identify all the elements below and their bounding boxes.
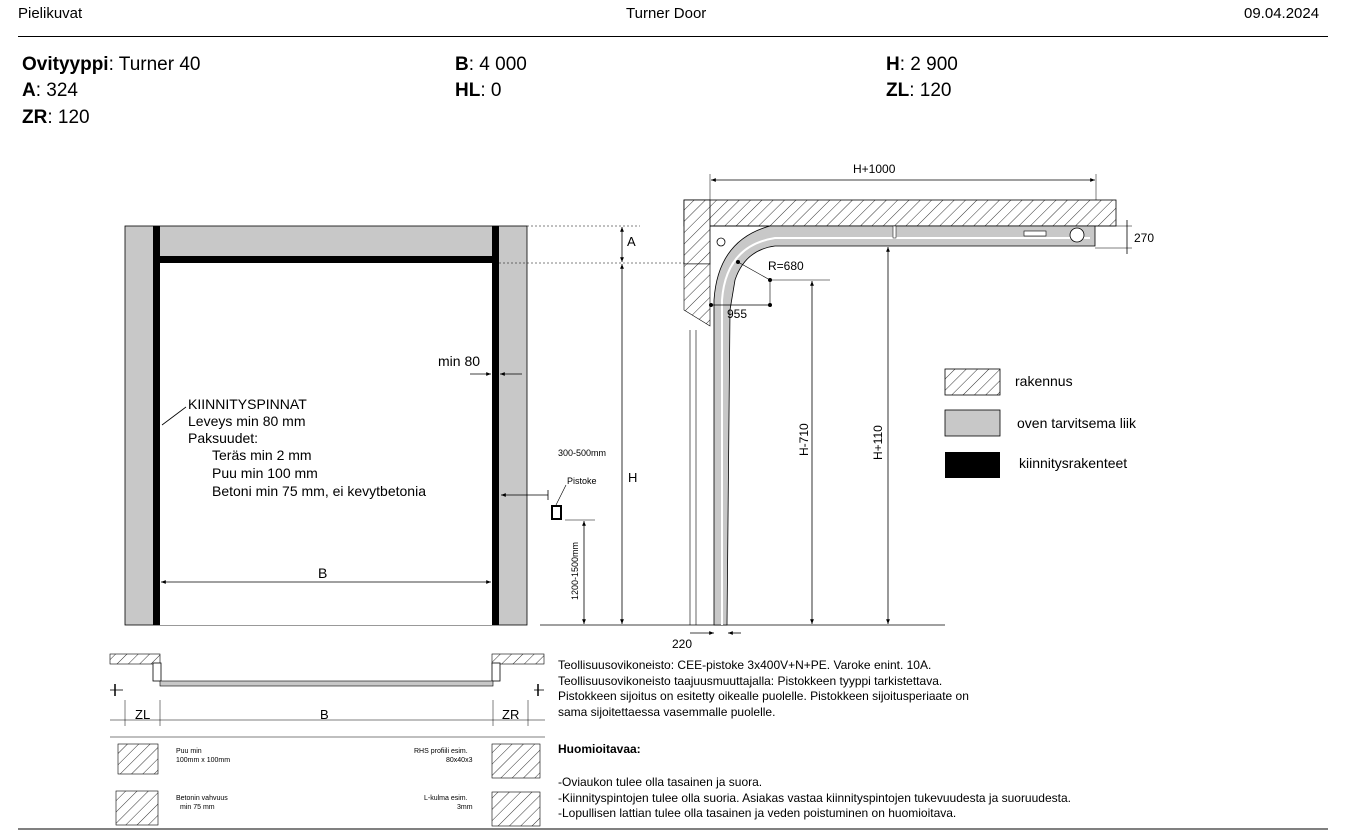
spec-hl: HL: 0 [455, 80, 502, 101]
huomioitavaa-list [558, 775, 1071, 822]
kiinnitys-title: KIINNITYSPINNAT [188, 396, 307, 412]
h-dim-label: H [628, 470, 638, 485]
kiinnitys-leveys: Leveys min 80 mm [188, 413, 306, 429]
header-left: Pielikuvat [18, 5, 83, 22]
h710-label: H-710 [797, 423, 811, 456]
spec-ovityyppi: Ovityyppi: Turner 40 [22, 54, 201, 75]
huom-line: -Kiinnityspintojen tulee olla suoria. Asiakas vastaa kiinnityspintojen tukevuudesta ja suoruudesta. [558, 790, 1071, 805]
lkulma-dim: 3mm [457, 804, 473, 811]
plan-b: B [320, 707, 329, 722]
note-line: Pistokkeen sijoitus on esitetty oikealle puolelle. Pistokkeen sijoitusperiaate on [558, 689, 969, 703]
min80-label: min 80 [438, 353, 481, 369]
d955-label: 955 [727, 307, 748, 321]
pistoke-label: Pistoke [567, 476, 597, 486]
spec-a: A: 324 [22, 80, 78, 101]
header-title: Turner Door [626, 5, 707, 22]
rhs-title: RHS profiili esim. [414, 748, 468, 755]
kiinnitys-teras: Teräs min 2 mm [212, 447, 312, 463]
spec-zr: ZR: 120 [22, 107, 90, 128]
betoni-dim: min 75 mm [180, 804, 215, 811]
puu-dim: 100mm x 100mm [176, 757, 231, 764]
d220-label: 220 [672, 637, 693, 651]
notes-block [558, 658, 969, 720]
range-top-label: 300-500mm [558, 448, 607, 458]
kiinnitys-betoni: Betoni min 75 mm, ei kevytbetonia [212, 483, 426, 499]
legend-tila: oven tarvitsema liik [1017, 415, 1137, 431]
d270-label: 270 [1134, 231, 1155, 245]
huom-line: -Lopullisen lattian tulee olla tasainen ja veden poistuminen on huomioitava. [558, 806, 957, 820]
header-date: 09.04.2024 [1244, 5, 1320, 22]
spec-h: H: 2 900 [886, 54, 958, 75]
rhs-dim: 80x40x3 [446, 757, 473, 764]
a-dim-label: A [627, 234, 636, 249]
puu-title: Puu min [176, 748, 202, 755]
range-vert-label: 1200-1500mm [570, 541, 580, 600]
spec-zl: ZL: 120 [886, 80, 952, 101]
b-dim-label: B [318, 565, 328, 581]
huom-line: -Oviaukon tulee olla tasainen ja suora. [558, 775, 763, 789]
plan-zl: ZL [135, 707, 151, 722]
h110-label: H+110 [871, 425, 885, 460]
plan-zr: ZR [502, 707, 520, 722]
note-line: sama sijoitettaessa vasemmalle puolelle. [558, 704, 776, 719]
side-view [684, 174, 1132, 633]
huomioitavaa-title: Huomioitavaa: [558, 742, 641, 756]
legend-kiinnitys: kiinnitysrakenteet [1019, 455, 1128, 471]
kiinnitys-paksuudet: Paksuudet: [188, 430, 259, 446]
legend-rakennus: rakennus [1015, 373, 1073, 389]
note-line: Teollisuusovikoneisto: CEE-pistoke 3x400V+N+PE. Varoke enint. 10A. [558, 658, 932, 672]
h1000-label: H+1000 [853, 162, 896, 176]
spec-b: B: 4 000 [455, 54, 527, 75]
kiinnitys-puu: Puu min 100 mm [212, 465, 318, 481]
r680-label: R=680 [768, 259, 804, 273]
legend [945, 369, 1000, 478]
betoni-title: Betonin vahvuus [176, 795, 228, 802]
lkulma-title: L-kulma esim. [424, 795, 468, 802]
note-line: Teollisuusovikoneisto taajuusmuuttajalla: Pistokkeen tyyppi tarkistettava. [558, 673, 943, 688]
